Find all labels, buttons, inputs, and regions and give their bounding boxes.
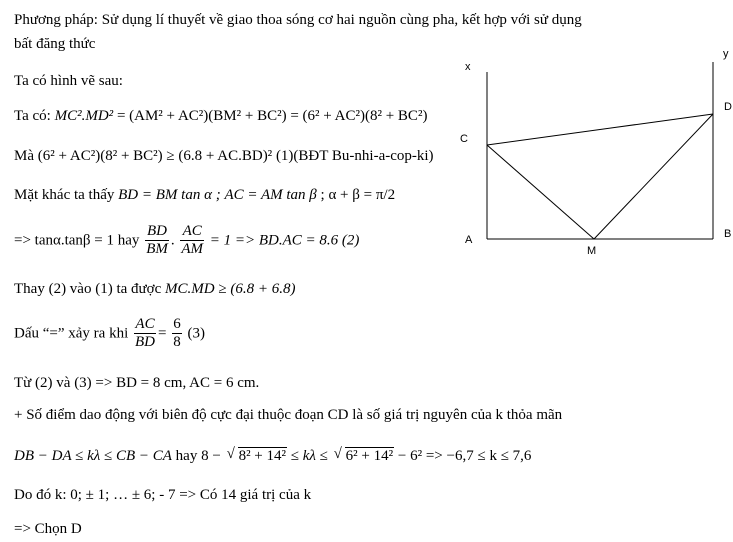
fraction-denominator: BD (135, 334, 155, 350)
equation-2-prefix: Mà (14, 148, 38, 164)
label-c: C (460, 133, 468, 145)
answer-line: => Chọn D (14, 521, 82, 537)
equation-9-lhs: DB − DA ≤ kλ ≤ CB − CA (14, 448, 172, 464)
equation-3-tail: ; α + β = π/2 (320, 187, 396, 203)
fraction-numerator: AC (180, 223, 204, 241)
equation-4-prefix: => tanα.tanβ = 1 hay (14, 232, 140, 249)
method-line-1: Phương pháp: Sử dụng lí thuyết về giao thoa sóng cơ hai nguồn cùng pha, kết hợp với sử dụng (14, 12, 582, 28)
equation-9-part2: ≤ kλ ≤ (290, 448, 328, 464)
equation-4-tail: = 1 => BD.AC = 8.6 (2) (209, 232, 360, 249)
equation-3-prefix: Mặt khác ta thấy (14, 187, 119, 203)
label-y: y (723, 48, 729, 60)
radicand-1: 8² + 14² (238, 448, 287, 464)
equation-9-part3: − 6² => −6,7 ≤ k ≤ 7,6 (397, 448, 532, 464)
fraction-denominator: AM (181, 241, 204, 257)
equation-6-prefix: Dấu “=” xảy ra khi (14, 325, 129, 342)
label-m: M (587, 245, 597, 257)
equation-1-rhs: = (AM² + AC²)(BM² + BC²) = (6² + AC²)(8² + BC²) (116, 108, 428, 124)
equation-1-prefix: Ta có: (14, 108, 55, 124)
equation-4: => tanα.tanβ = 1 hay $\frac{BD}{BM}$ . $\frac{AC}{AM}$ = 1 => BD.AC = 8.6 (2) (14, 223, 360, 257)
label-b: B (724, 228, 732, 240)
equation-10: Do đó k: 0; ± 1; … ± 6; - 7 => Có 14 giá trị của k (14, 487, 312, 503)
equation-9-hay: hay (175, 448, 198, 464)
equation-6: Dấu “=” xảy ra khi $\frac{AC}{BD}$ = $\frac{6}{8}$ (3) (14, 316, 205, 350)
label-d: D (724, 101, 732, 113)
label-a: A (465, 234, 473, 246)
segment-cm (487, 145, 594, 239)
fraction-numerator: 6 (173, 316, 181, 332)
radicand-2: 6² + 14² (345, 448, 394, 464)
equation-3-expr: BD = BM tan α ; AC = AM tan β (118, 187, 317, 203)
method-line-2: bất đăng thức (14, 36, 96, 52)
equation-7: Từ (2) và (3) => BD = 8 cm, AC = 6 cm. (14, 375, 260, 391)
equation-2-note: (1)(BĐT Bu-nhi-a-cop-ki) (275, 148, 434, 164)
fraction-denominator: BM (146, 241, 168, 257)
equation-6-tail: (3) (187, 325, 205, 342)
equation-9-part1: 8 − (201, 448, 221, 464)
fraction-numerator: AC (135, 316, 155, 332)
fraction-denominator: 8 (173, 334, 181, 350)
equation-5-expr: MC.MD ≥ (6.8 + 6.8) (165, 281, 296, 297)
equation-2-expr: (6² + AC²)(8² + BC²) ≥ (6.8 + AC.BD)² (37, 148, 273, 164)
fraction-numerator: BD (147, 223, 168, 239)
equation-8: + Số điểm dao động với biên độ cực đại thuộc đoạn CD là số giá trị nguyên của k thỏa mãn (14, 407, 563, 423)
equation-1-lhs: MC².MD² (54, 108, 114, 124)
segment-cd (487, 114, 713, 145)
equation-5-prefix: Thay (2) vào (1) ta được (14, 281, 166, 297)
segment-dm (594, 114, 713, 239)
figure-intro: Ta có hình vẽ sau: (14, 73, 123, 89)
label-x: x (465, 61, 471, 73)
